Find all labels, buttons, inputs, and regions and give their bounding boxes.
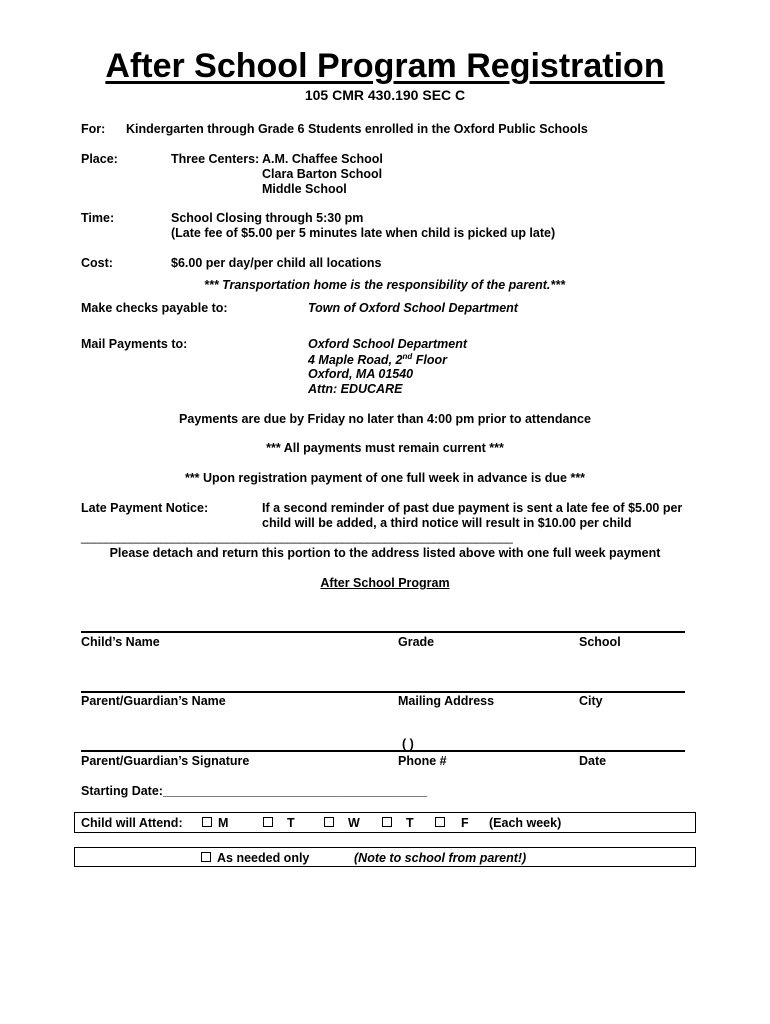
mail-line-2-sup: nd — [402, 352, 413, 361]
late-notice-line-1: If a second reminder of past due payment is sent a late fee of $5.00 per — [262, 501, 683, 515]
child-name-line[interactable] — [81, 631, 685, 633]
mail-line-2-post: Floor — [412, 353, 447, 368]
as-needed-box — [74, 847, 696, 867]
place-center-3: Middle School — [262, 182, 347, 196]
page-subtitle: 105 CMR 430.190 SEC C — [304, 87, 466, 103]
place-center-1: A.M. Chaffee School — [262, 152, 383, 166]
phone-label: Phone # — [398, 754, 447, 768]
phone-area-code: ( ) — [402, 737, 414, 751]
mail-line-2 — [308, 352, 447, 367]
checkbox-icon[interactable] — [382, 817, 392, 827]
signature-label: Parent/Guardian’s Signature — [81, 754, 250, 768]
transport-note: *** Transportation home is the responsibility of the parent.*** — [204, 278, 565, 292]
day-label: W — [348, 816, 360, 830]
day-label: T — [406, 816, 414, 830]
checks-value: Town of Oxford School Department — [308, 301, 518, 315]
as-needed-label: As needed only — [217, 851, 310, 865]
checkbox-icon[interactable] — [263, 817, 273, 827]
detach-text: Please detach and return this portion to the address listed above with one full week payment — [109, 546, 661, 560]
late-notice-label: Late Payment Notice: — [81, 501, 209, 515]
mail-line-4: Attn: EDUCARE — [308, 382, 403, 396]
place-prefix: Three Centers: — [171, 152, 260, 166]
mail-line-2-pre: 4 Maple Road, 2 — [308, 353, 403, 368]
time-line-1: School Closing through 5:30 pm — [171, 211, 364, 225]
checkbox-icon[interactable] — [201, 852, 211, 862]
place-label: Place: — [81, 152, 118, 166]
attend-box — [74, 812, 696, 833]
attend-friday[interactable] — [435, 816, 469, 830]
parent-name-line[interactable] — [81, 691, 685, 693]
checkbox-icon[interactable] — [324, 817, 334, 827]
as-needed-note: (Note to school from parent!) — [354, 851, 527, 865]
checkbox-icon[interactable] — [202, 817, 212, 827]
for-value: Kindergarten through Grade 6 Students enrolled in the Oxford Public Schools — [126, 122, 588, 136]
each-week-label: (Each week) — [489, 816, 562, 830]
attend-wednesday[interactable] — [324, 816, 360, 830]
checkbox-icon[interactable] — [435, 817, 445, 827]
city-label: City — [579, 694, 603, 708]
payments-current: *** All payments must remain current *** — [266, 441, 504, 455]
detach-line: _______________________________________________________________________ — [81, 530, 513, 544]
checks-label: Make checks payable to: — [81, 301, 228, 315]
attend-label: Child will Attend: — [81, 816, 183, 830]
cost-value: $6.00 per day/per child all locations — [171, 256, 382, 270]
as-needed-option[interactable] — [201, 851, 309, 865]
school-label: School — [579, 635, 621, 649]
day-label: M — [218, 816, 229, 830]
signature-line[interactable] — [81, 750, 685, 752]
late-notice-line-2: child will be added, a third notice will result in $10.00 per child — [262, 516, 632, 530]
registration-payment: *** Upon registration payment of one full week in advance is due *** — [184, 471, 586, 485]
day-label: T — [287, 816, 295, 830]
for-label: For: — [81, 122, 106, 136]
time-label: Time: — [81, 211, 115, 225]
attend-thursday[interactable] — [382, 816, 414, 830]
mail-label: Mail Payments to: — [81, 337, 188, 351]
page-title: After School Program Registration — [105, 47, 665, 85]
cost-label: Cost: — [81, 256, 113, 270]
mailing-address-label: Mailing Address — [398, 694, 495, 708]
grade-label: Grade — [398, 635, 435, 649]
child-name-label: Child’s Name — [81, 635, 160, 649]
attend-monday[interactable] — [202, 816, 228, 830]
date-label: Date — [579, 754, 607, 768]
attend-tuesday[interactable] — [263, 816, 295, 830]
payments-due: Payments are due by Friday no later than 4:00 pm prior to attendance — [179, 412, 591, 426]
day-label: F — [461, 816, 469, 830]
place-center-2: Clara Barton School — [262, 167, 383, 181]
mail-line-1: Oxford School Department — [308, 337, 468, 351]
form-heading: After School Program — [320, 576, 450, 590]
mail-line-3: Oxford, MA 01540 — [308, 367, 414, 381]
starting-date-field[interactable]: Starting Date:______________________________________ — [81, 784, 428, 798]
time-line-2: (Late fee of $5.00 per 5 minutes late when child is picked up late) — [171, 226, 556, 240]
parent-name-label: Parent/Guardian’s Name — [81, 694, 226, 708]
